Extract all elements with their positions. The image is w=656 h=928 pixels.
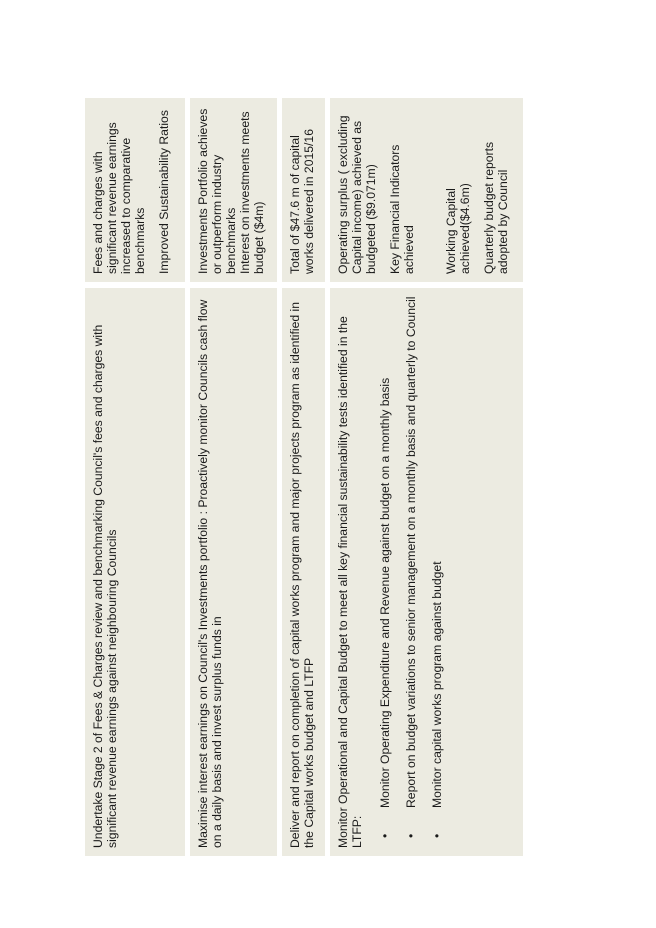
bullet-item xyxy=(404,296,418,848)
bullet-icon: • xyxy=(430,833,444,838)
bullet-item xyxy=(378,296,392,848)
measure-text: Quarterly budget reports adopted by Council xyxy=(482,141,510,274)
action-text: Deliver and report on completion of capital works program and major projects program as identified in the Capital works budget and LTFP xyxy=(288,302,316,848)
table-row xyxy=(85,98,185,856)
table-row xyxy=(190,98,277,856)
action-cell xyxy=(282,288,325,856)
bullet-item xyxy=(430,296,444,848)
bullet-icon: • xyxy=(404,833,418,838)
measure-text: Operating surplus ( excluding Capital income) achieved as budgeted ($9.071m) xyxy=(336,115,378,274)
rotated-page xyxy=(85,98,523,856)
measure-text: Working Capital achieved($4.6m) xyxy=(444,183,472,274)
action-cell xyxy=(190,288,277,856)
measure-text: Investments Portfolio achieves or outperform industry benchmarks xyxy=(196,108,238,274)
bullet-icon: • xyxy=(378,833,392,838)
measure-text: Fees and charges with significant revenue earnings increased to comparative benchmarks xyxy=(91,122,147,274)
measure-text: Key Financial Indicators achieved xyxy=(388,144,416,274)
action-text: Maximise interest earnings on Council's Investments portfolio : Proactively monitor Councils cash flow on a daily basis and invest surplus funds in xyxy=(196,299,224,848)
table-row xyxy=(330,98,523,856)
measure-cell xyxy=(190,98,277,282)
action-text: Undertake Stage 2 of Fees & Charges review and benchmarking Council's fees and charges with significant revenue earnings against neighbouring Councils xyxy=(91,324,119,848)
measure-cell xyxy=(85,98,185,282)
bullet-text: Monitor capital works program against budget xyxy=(430,561,444,808)
measure-text: Total of $47.6 m of capital works delivered in 2015/16 xyxy=(288,129,316,274)
measure-cell xyxy=(282,98,325,282)
action-text: Monitor Operational and Capital Budget to meet all key financial sustainability tests identified in the LTFP: xyxy=(336,316,364,848)
action-cell xyxy=(85,288,185,856)
measure-text: Interest on investments meets budget ($4m) xyxy=(238,111,266,274)
bullet-text: Report on budget variations to senior management on a monthly basis and quarterly to Council xyxy=(404,296,418,808)
measure-text: Improved Sustainability Ratios xyxy=(157,110,171,274)
bullet-text: Monitor Operating Expenditure and Revenue against budget on a monthly basis xyxy=(378,377,392,808)
measure-cell xyxy=(330,98,523,282)
actions-table xyxy=(85,98,523,856)
table-row xyxy=(282,98,325,856)
action-cell xyxy=(330,288,523,856)
